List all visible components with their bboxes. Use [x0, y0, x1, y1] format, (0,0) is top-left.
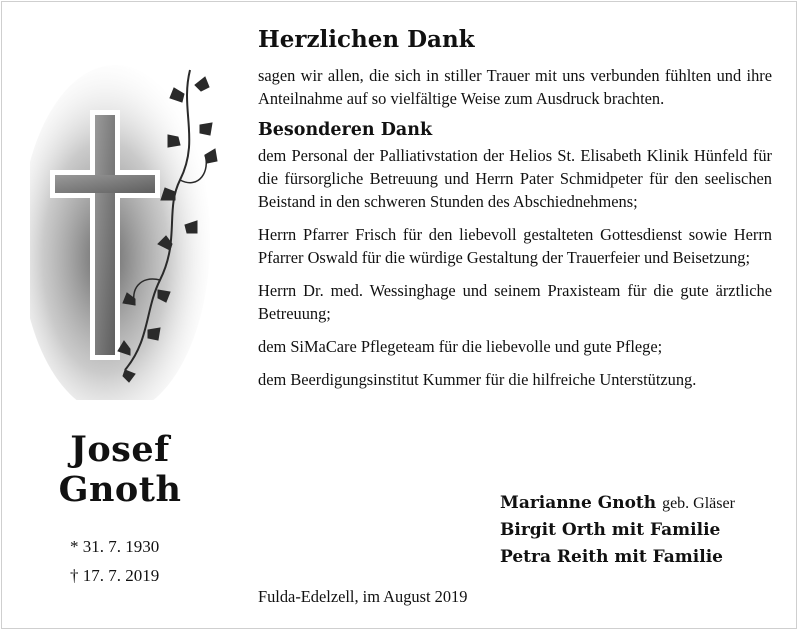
thanks-paragraph: Herrn Pfarrer Frisch für den liebevoll gestalteten Gottesdienst sowie Herrn Pfarrer Oswald für die würdige Gestaltung der Trauerfeier und Beisetzung; — [258, 225, 772, 267]
thanks-paragraph: dem SiMaCare Pflegeteam für die liebevolle und gute Pflege; — [258, 337, 663, 356]
cross-illustration — [30, 40, 230, 400]
thanks-paragraph: dem Personal der Palliativstation der Helios St. Elisabeth Klinik Hünfeld für die fürsorgliche Betreuung und Herrn Pater Schmidpeter für den seelischen Beistand in den schweren Stunden des Abschiednehmens; — [258, 146, 772, 211]
signature-maiden-name: geb. Gläser — [662, 495, 735, 512]
intro-paragraph: sagen wir allen, die sich in stiller Trauer mit uns verbunden fühlten und ihre Anteilnahme auf so vielfältige Weise zum Ausdruck brachten. — [258, 66, 772, 108]
notice-body — [258, 24, 772, 391]
notice-subtitle: Besonderen Dank — [258, 120, 433, 140]
notice-title: Herzlichen Dank — [258, 26, 475, 53]
deceased-first-name: Josef — [70, 429, 170, 470]
birth-date: * 31. 7. 1930 — [70, 537, 160, 556]
death-date: † 17. 7. 2019 — [70, 566, 160, 585]
signature-line: Petra Reith mit Familie — [500, 547, 723, 567]
thanks-paragraph: Herrn Dr. med. Wessinghage und seinem Praxisteam für die gute ärztliche Betreuung; — [258, 281, 772, 323]
signature-name: Marianne Gnoth — [500, 493, 657, 513]
deceased-last-name: Gnoth — [58, 469, 182, 510]
place-date: Fulda-Edelzell, im August 2019 — [258, 587, 468, 606]
signature-line — [500, 491, 735, 516]
signature-line: Birgit Orth mit Familie — [500, 520, 721, 540]
thanks-paragraph: dem Beerdigungsinstitut Kummer für die hilfreiche Unterstützung. — [258, 370, 697, 389]
